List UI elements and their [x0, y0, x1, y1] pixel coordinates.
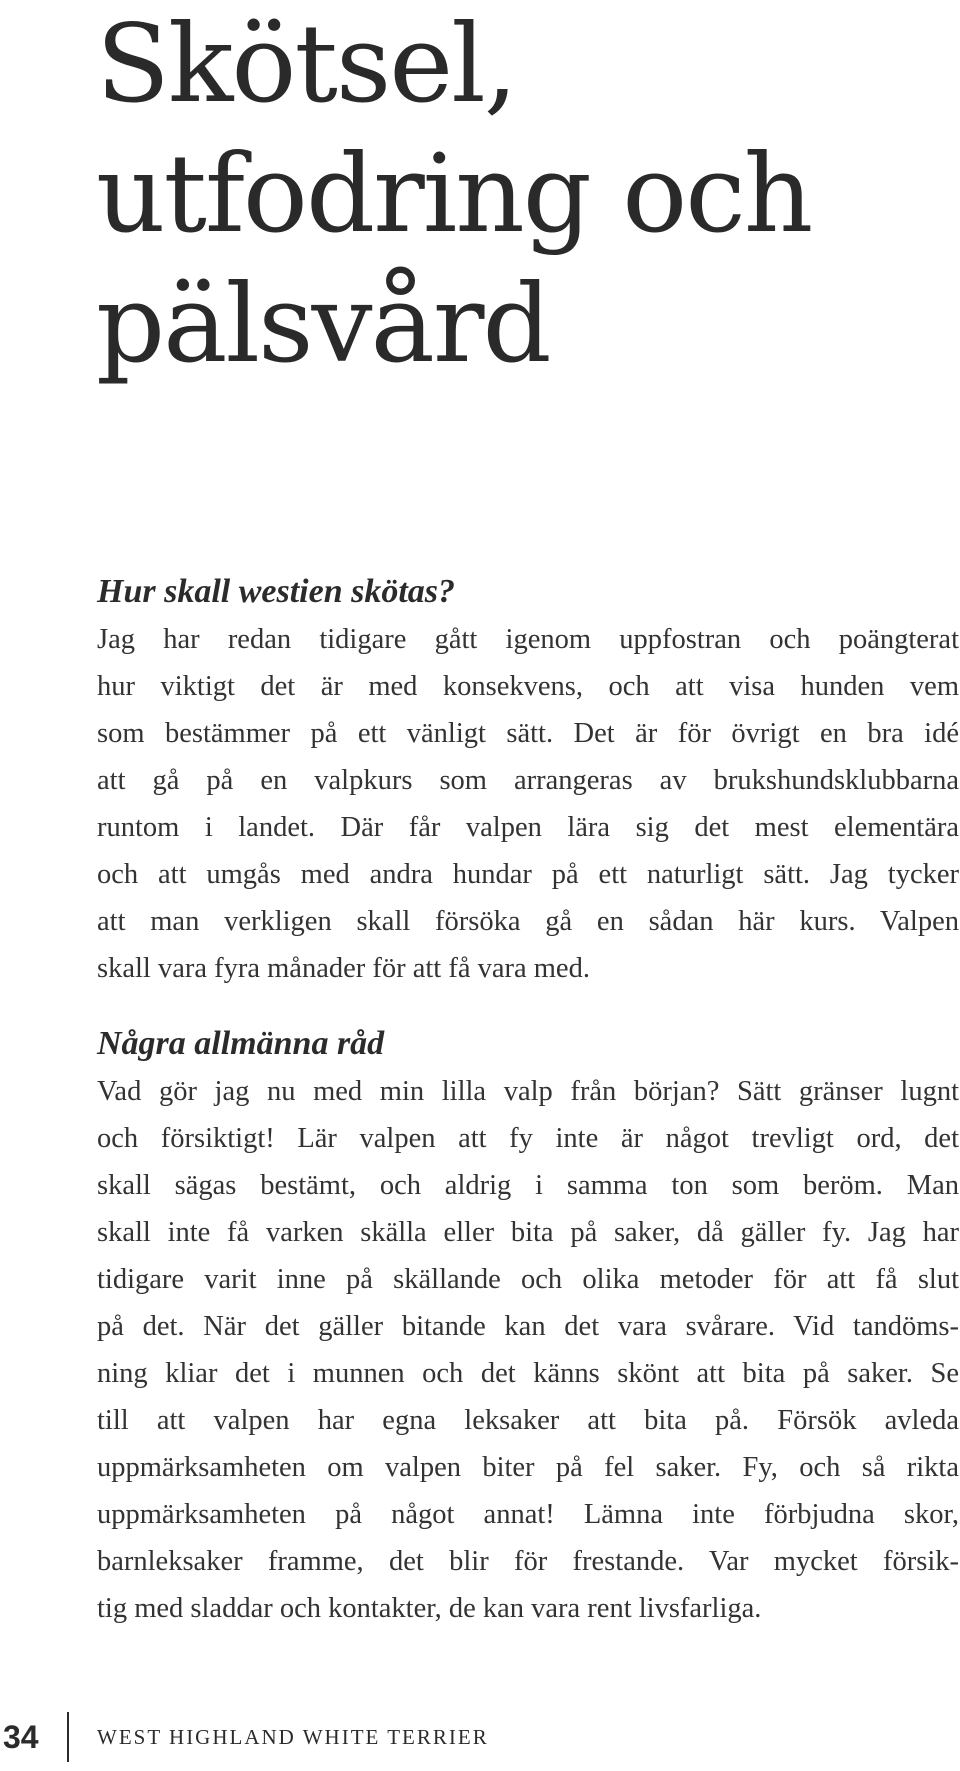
chapter-title-line: Skötsel,	[96, 2, 517, 127]
text-line: och försiktigt! Lär valpen att fy inte är något trevligt ord, det	[97, 1123, 959, 1154]
text-line: uppmärksamheten på något annat! Lämna inte förbjudna skor,	[97, 1499, 959, 1530]
section-paragraph	[97, 1068, 959, 1632]
text-line: tidigare varit inne på skällande och olika metoder för att få slut	[97, 1264, 959, 1295]
section-heading: Några allmänna råd	[97, 1025, 385, 1062]
text-line: uppmärksamheten om valpen biter på fel saker. Fy, och så rikta	[97, 1452, 959, 1483]
text-line: Vad gör jag nu med min lilla valp från början? Sätt gränser lugnt	[97, 1076, 959, 1107]
chapter-title	[96, 0, 916, 390]
text-line: hur viktigt det är med konsekvens, och att visa hunden vem	[97, 671, 959, 702]
text-line: till att valpen har egna leksaker att bita på. Försök avleda	[97, 1405, 959, 1436]
chapter-title-line: utfodring och	[96, 132, 812, 257]
text-line: runtom i landet. Där får valpen lära sig det mest elementära	[97, 812, 959, 843]
section-paragraph	[97, 616, 959, 992]
text-line: som bestämmer på ett vänligt sätt. Det är för övrigt en bra idé	[97, 718, 959, 749]
text-line: barnleksaker framme, det blir för frestande. Var mycket försik-	[97, 1546, 959, 1577]
text-line: skall vara fyra månader för att få vara med.	[97, 953, 590, 984]
text-line: och att umgås med andra hundar på ett naturligt sätt. Jag tycker	[97, 859, 959, 890]
page-footer	[0, 1718, 960, 1758]
text-line: tig med sladdar och kontakter, de kan vara rent livsfarliga.	[97, 1593, 762, 1624]
text-line: ning kliar det i munnen och det känns skönt att bita på saker. Se	[97, 1358, 959, 1389]
text-line: skall inte få varken skälla eller bita på saker, då gäller fy. Jag har	[97, 1217, 959, 1248]
body-column	[97, 568, 959, 1632]
page-number: 34	[3, 1719, 39, 1755]
text-line: Jag har redan tidigare gått igenom uppfostran och poängterat	[97, 624, 959, 655]
footer-divider	[67, 1712, 69, 1762]
section-heading: Hur skall westien skötas?	[97, 573, 456, 610]
text-line: skall sägas bestämt, och aldrig i samma ton som beröm. Man	[97, 1170, 959, 1201]
text-line: att gå på en valpkurs som arrangeras av brukshundsklubbarna	[97, 765, 959, 796]
text-line: att man verkligen skall försöka gå en sådan här kurs. Valpen	[97, 906, 959, 937]
text-line: på det. När det gäller bitande kan det vara svårare. Vid tandöms-	[97, 1311, 959, 1342]
chapter-title-line: pälsvård	[96, 262, 550, 387]
running-title: WEST HIGHLAND WHITE TERRIER	[97, 1725, 489, 1749]
